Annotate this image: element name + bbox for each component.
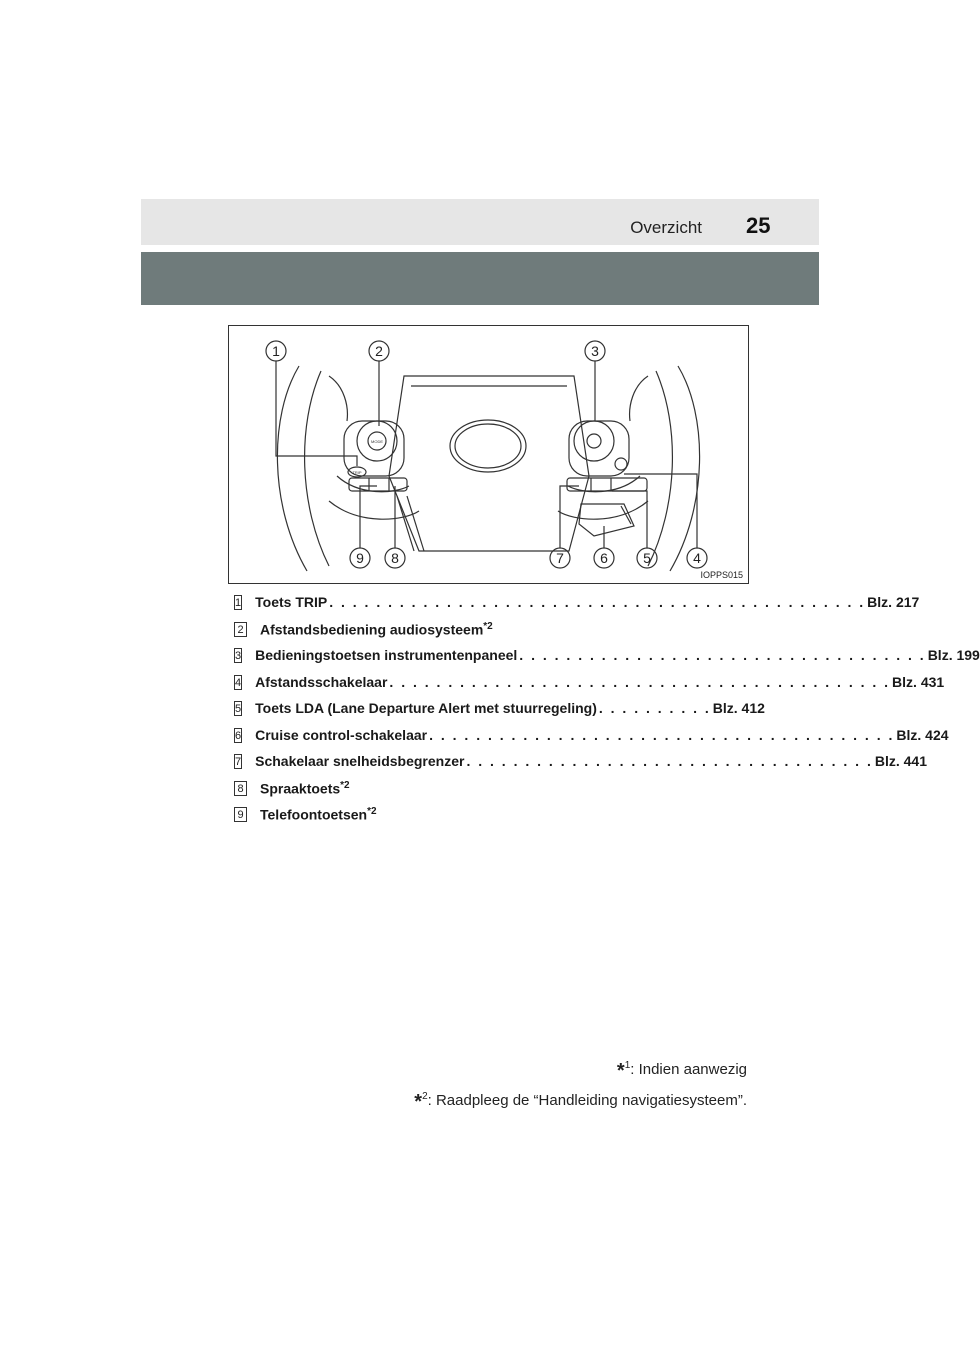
legend-item xyxy=(234,672,945,692)
dot-leader: . . . . . . . . . . . . . . . . . . . . . . . . . . . . . . . . . . . . . . . . . . . . . . xyxy=(329,594,866,610)
callout-1: 1 xyxy=(272,343,280,359)
trip-button-label: TRIP xyxy=(352,470,362,475)
page-reference: Blz. 424 xyxy=(896,727,949,743)
callout-9: 9 xyxy=(356,550,364,566)
item-label: Telefoontoetsen$^{*2}$ xyxy=(260,805,377,823)
callout-7: 7 xyxy=(556,550,564,566)
item-label: Cruise control-schakelaar xyxy=(255,727,428,743)
item-label: Bedieningstoetsen instrumentenpaneel xyxy=(255,647,518,663)
page-number: 25 xyxy=(746,213,771,238)
item-label: Schakelaar snelheidsbegrenzer xyxy=(255,753,465,769)
legend-item xyxy=(234,698,765,718)
page-reference: Blz. 431 xyxy=(892,674,945,690)
page-reference: Blz. 441 xyxy=(874,753,927,769)
item-label: Afstandsschakelaar xyxy=(255,674,388,690)
item-number: 5 xyxy=(235,702,242,715)
dot-leader: . . . . . . . . . . . . . . . . . . . . . . . . . . . . . . . . . . . . . . . . xyxy=(429,727,895,743)
callout-6: 6 xyxy=(600,550,608,566)
item-label: Toets LDA (Lane Departure Alert met stuurregeling) xyxy=(255,700,597,716)
callout-3: 3 xyxy=(591,343,599,359)
callout-4: 4 xyxy=(693,550,701,566)
item-number: 1 xyxy=(235,596,242,609)
item-label: Spraaktoets$^{*2}$ xyxy=(260,779,350,797)
legend-item xyxy=(234,592,920,612)
callout-2: 2 xyxy=(375,343,383,359)
legend-item xyxy=(234,804,724,824)
dot-leader: . . . . . . . . . . xyxy=(598,700,711,716)
item-number: 7 xyxy=(235,755,242,768)
callout-numbers xyxy=(229,326,748,583)
page-reference: Blz. 199 xyxy=(927,647,980,663)
footnote-2: *$^2$: Raadpleeg de “Handleiding navigatiesysteem”. xyxy=(414,1091,747,1113)
page-reference: Blz. 412 xyxy=(712,700,765,716)
mode-button-label: MODE xyxy=(371,439,383,444)
section-band xyxy=(141,252,819,305)
item-number: 3 xyxy=(235,649,242,662)
steering-wheel-figure xyxy=(228,325,749,584)
footnotes xyxy=(414,1053,747,1115)
dot-leader: . . . . . . . . . . . . . . . . . . . . . . . . . . . . . . . . . . . xyxy=(519,647,926,663)
legend-item xyxy=(234,751,927,771)
footnote-marker: *2 xyxy=(483,620,493,632)
legend-item xyxy=(234,778,724,798)
legend-item xyxy=(234,645,980,665)
section-title: Overzicht xyxy=(630,218,702,237)
item-number: 8 xyxy=(234,781,247,796)
figure-code: IOPPS015 xyxy=(700,570,743,580)
footnote-1: *$^1$: Indien aanwezig xyxy=(616,1060,747,1082)
item-number: 2 xyxy=(234,622,247,637)
footnote-marker: *2 xyxy=(340,779,350,791)
callout-8: 8 xyxy=(391,550,399,566)
callout-5: 5 xyxy=(643,550,651,566)
legend-item xyxy=(234,725,949,745)
item-number: 4 xyxy=(235,676,242,689)
header-band xyxy=(141,199,819,245)
dot-leader: . . . . . . . . . . . . . . . . . . . . . . . . . . . . . . . . . . . xyxy=(466,753,873,769)
item-number: 9 xyxy=(234,807,247,822)
footnote-marker: *2 xyxy=(367,805,377,817)
item-label: Toets TRIP xyxy=(255,594,328,610)
item-label: Afstandsbediening audiosysteem$^{*2}$ xyxy=(260,620,493,638)
legend-item xyxy=(234,619,724,639)
item-number: 6 xyxy=(235,729,242,742)
dot-leader: . . . . . . . . . . . . . . . . . . . . . . . . . . . . . . . . . . . . . . . . . . . xyxy=(389,674,891,690)
page-reference: Blz. 217 xyxy=(867,594,920,610)
